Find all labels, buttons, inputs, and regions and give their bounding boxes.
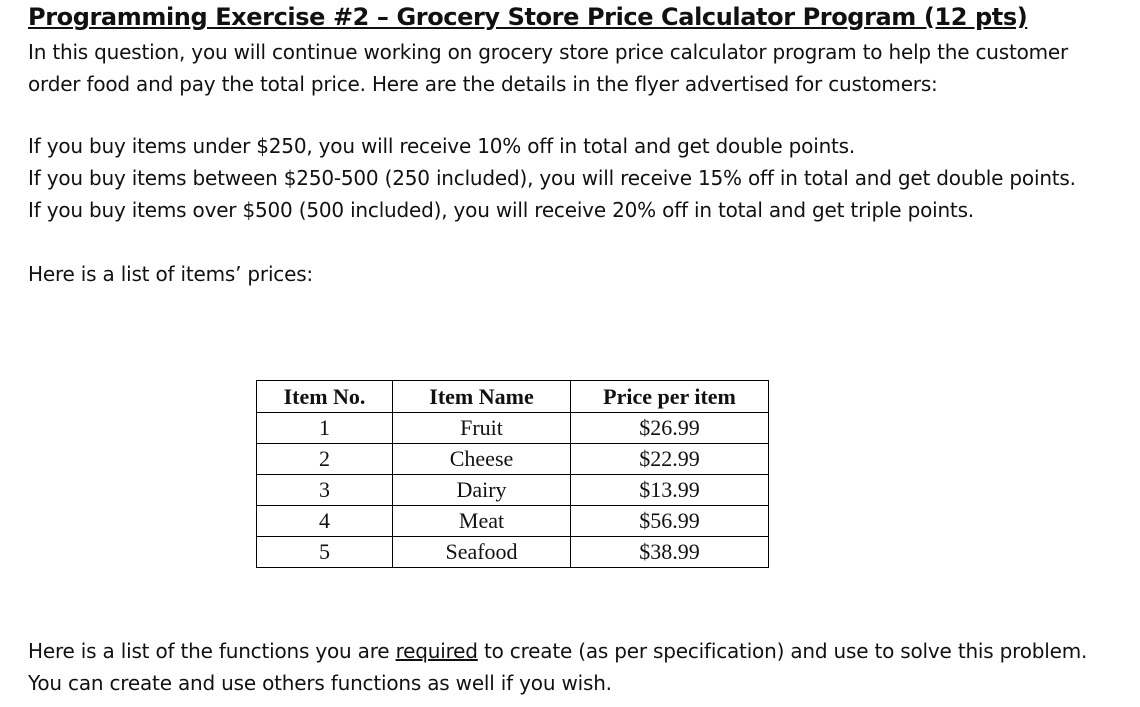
functions-text-start: Here is a list of the functions you are [28, 639, 396, 663]
item-name-cell: Cheese [393, 444, 571, 475]
item-name-cell: Seafood [393, 537, 571, 568]
item-no-cell: 4 [257, 506, 393, 537]
price-list-intro: Here is a list of items’ prices: [28, 262, 313, 286]
item-price-cell: $13.99 [571, 475, 769, 506]
document-body [28, 0, 1118, 290]
discount-rule-2: If you buy items between $250-500 (250 included), you will receive 15% off in total and get double points. [28, 166, 1076, 190]
header-item-no: Item No. [257, 381, 393, 413]
item-price-cell: $56.99 [571, 506, 769, 537]
intro-paragraph: In this question, you will continue working on grocery store price calculator program to help the customer order food and pay the total price. Here are the details in the flyer advertised for customers: [28, 40, 1069, 96]
item-no-cell: 5 [257, 537, 393, 568]
price-table [256, 380, 769, 568]
functions-text-end: to create (as per specification) and use to solve this problem. You can create and use others functions as well if you wish. [28, 639, 1088, 695]
table-row [257, 506, 769, 537]
discount-rule-1: If you buy items under $250, you will receive 10% off in total and get double points. [28, 134, 856, 158]
header-price: Price per item [571, 381, 769, 413]
item-name-cell: Meat [393, 506, 571, 537]
item-price-cell: $22.99 [571, 444, 769, 475]
item-price-cell: $26.99 [571, 413, 769, 444]
table-row [257, 537, 769, 568]
item-name-cell: Fruit [393, 413, 571, 444]
item-price-cell: $38.99 [571, 537, 769, 568]
item-no-cell: 3 [257, 475, 393, 506]
table-row [257, 444, 769, 475]
table-row [257, 413, 769, 444]
item-no-cell: 2 [257, 444, 393, 475]
table-header-row [257, 381, 769, 413]
header-item-name: Item Name [393, 381, 571, 413]
exercise-title: Programming Exercise #2 – Grocery Store Price Calculator Program (12 pts) [28, 3, 1028, 31]
table-row [257, 475, 769, 506]
required-emphasis: required [395, 639, 478, 663]
item-name-cell: Dairy [393, 475, 571, 506]
functions-section [28, 635, 1118, 699]
item-no-cell: 1 [257, 413, 393, 444]
functions-paragraph [28, 635, 1118, 699]
discount-rule-3: If you buy items over $500 (500 included), you will receive 20% off in total and get triple points. [28, 198, 974, 222]
